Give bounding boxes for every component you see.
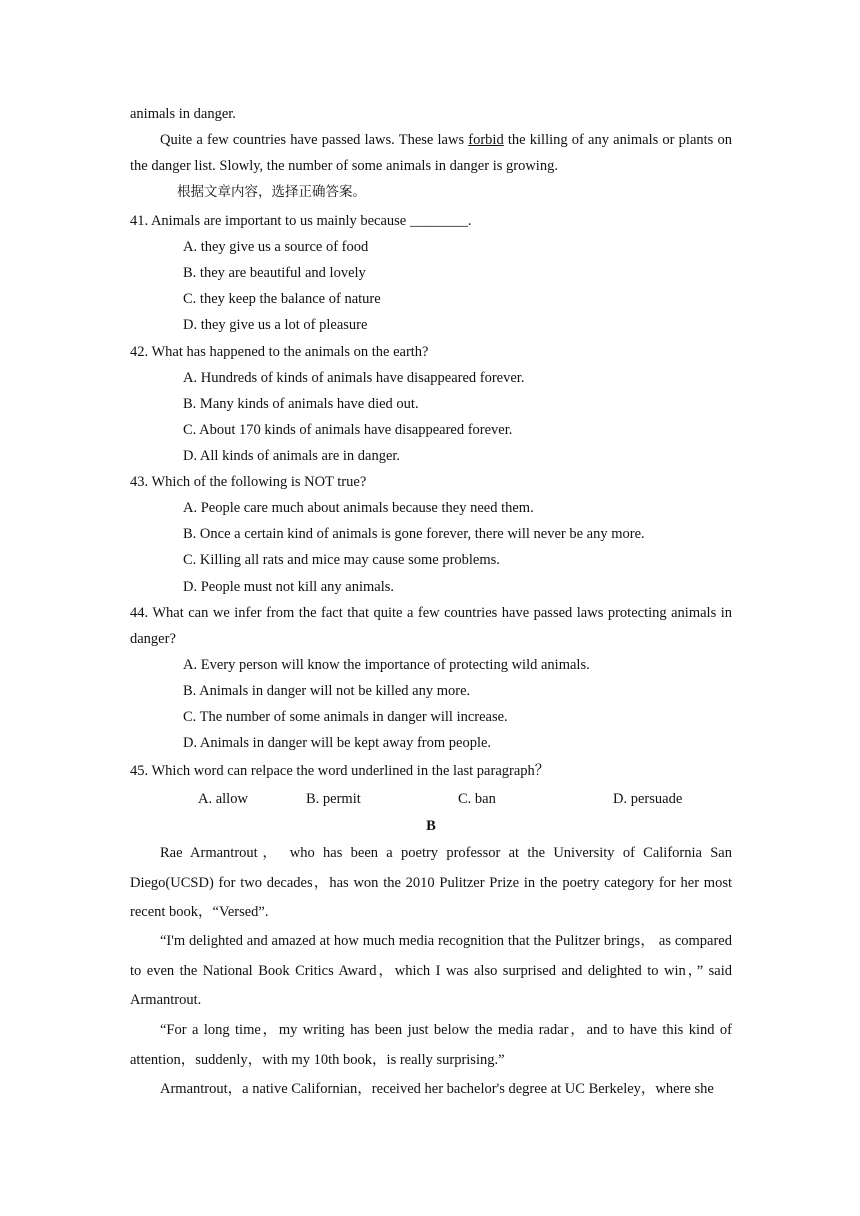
q45-option-c[interactable]: C. ban <box>458 791 496 807</box>
q42-option-d[interactable]: D. All kinds of animals are in danger. <box>183 448 401 464</box>
q42-option-a[interactable]: A. Hundreds of kinds of animals have disappeared forever. <box>183 370 525 386</box>
q45-option-a[interactable]: A. allow <box>198 791 248 807</box>
question-41-stem: 41. Animals are important to us mainly because ________. <box>130 213 472 229</box>
passage-b-paragraph-2: “I'm delighted and amazed at how much media recognition that the Pulitzer brings， as compared to even the National Book Critics Award，which I was also surprised and delighted to win，” said Armantrout. <box>130 933 732 1008</box>
q44-option-a[interactable]: A. Every person will know the importance of protecting wild animals. <box>183 657 590 673</box>
q44-option-d[interactable]: D. Animals in danger will be kept away from people. <box>183 735 492 751</box>
question-43-stem: 43. Which of the following is NOT true? <box>130 474 367 490</box>
q43-option-b[interactable]: B. Once a certain kind of animals is gone forever, there will never be any more. <box>183 526 645 542</box>
q42-option-c[interactable]: C. About 170 kinds of animals have disappeared forever. <box>183 422 513 438</box>
q45-option-b[interactable]: B. permit <box>306 791 361 807</box>
passage-a-last-paragraph <box>130 127 732 179</box>
question-42-stem: 42. What has happened to the animals on the earth? <box>130 344 429 360</box>
question-45-stem: 45. Which word can relpace the word underlined in the last paragraph？ <box>130 763 550 779</box>
paragraph-text-before: Quite a few countries have passed laws. These laws <box>160 132 469 148</box>
q43-option-a[interactable]: A. People care much about animals because they need them. <box>183 500 534 516</box>
instruction-text: 根据文章内容，选择正确答案。 <box>177 184 366 200</box>
passage-b-paragraph-4: Armantrout，a native Californian，received her bachelor's degree at UC Berkeley，where she <box>160 1081 714 1097</box>
question-44-stem: 44. What can we infer from the fact that quite a few countries have passed laws protecting animals in danger? <box>130 605 732 647</box>
q41-option-c[interactable]: C. they keep the balance of nature <box>183 291 381 307</box>
q44-option-c[interactable]: C. The number of some animals in danger will increase. <box>183 709 508 725</box>
underlined-word: forbid <box>468 132 504 148</box>
passage-b-heading: B <box>426 818 436 834</box>
q45-option-d[interactable]: D. persuade <box>613 791 683 807</box>
q42-option-b[interactable]: B. Many kinds of animals have died out. <box>183 396 419 412</box>
paragraph-text-after: the killing of any animals or plants on the danger list. Slowly, the number of some animals in danger is growing. <box>130 132 732 174</box>
passage-b-paragraph-1: Rae Armantrout， who has been a poetry professor at the University of California San Diego(UCSD) for two decades，has won the 2010 Pulitzer Prize in the poetry category for her most recent book，“Versed”. <box>130 845 732 920</box>
q41-option-d[interactable]: D. they give us a lot of pleasure <box>183 317 368 333</box>
q41-option-a[interactable]: A. they give us a source of food <box>183 239 369 255</box>
q43-option-c[interactable]: C. Killing all rats and mice may cause some problems. <box>183 552 500 568</box>
q43-option-d[interactable]: D. People must not kill any animals. <box>183 579 395 595</box>
q44-option-b[interactable]: B. Animals in danger will not be killed any more. <box>183 683 471 699</box>
passage-a-continued-line: animals in danger. <box>130 106 236 122</box>
passage-b-paragraph-3: “For a long time，my writing has been just below the media radar，and to have this kind of attention，suddenly，with my 10th book，is really surprising.” <box>130 1022 732 1068</box>
q41-option-b[interactable]: B. they are beautiful and lovely <box>183 265 366 281</box>
